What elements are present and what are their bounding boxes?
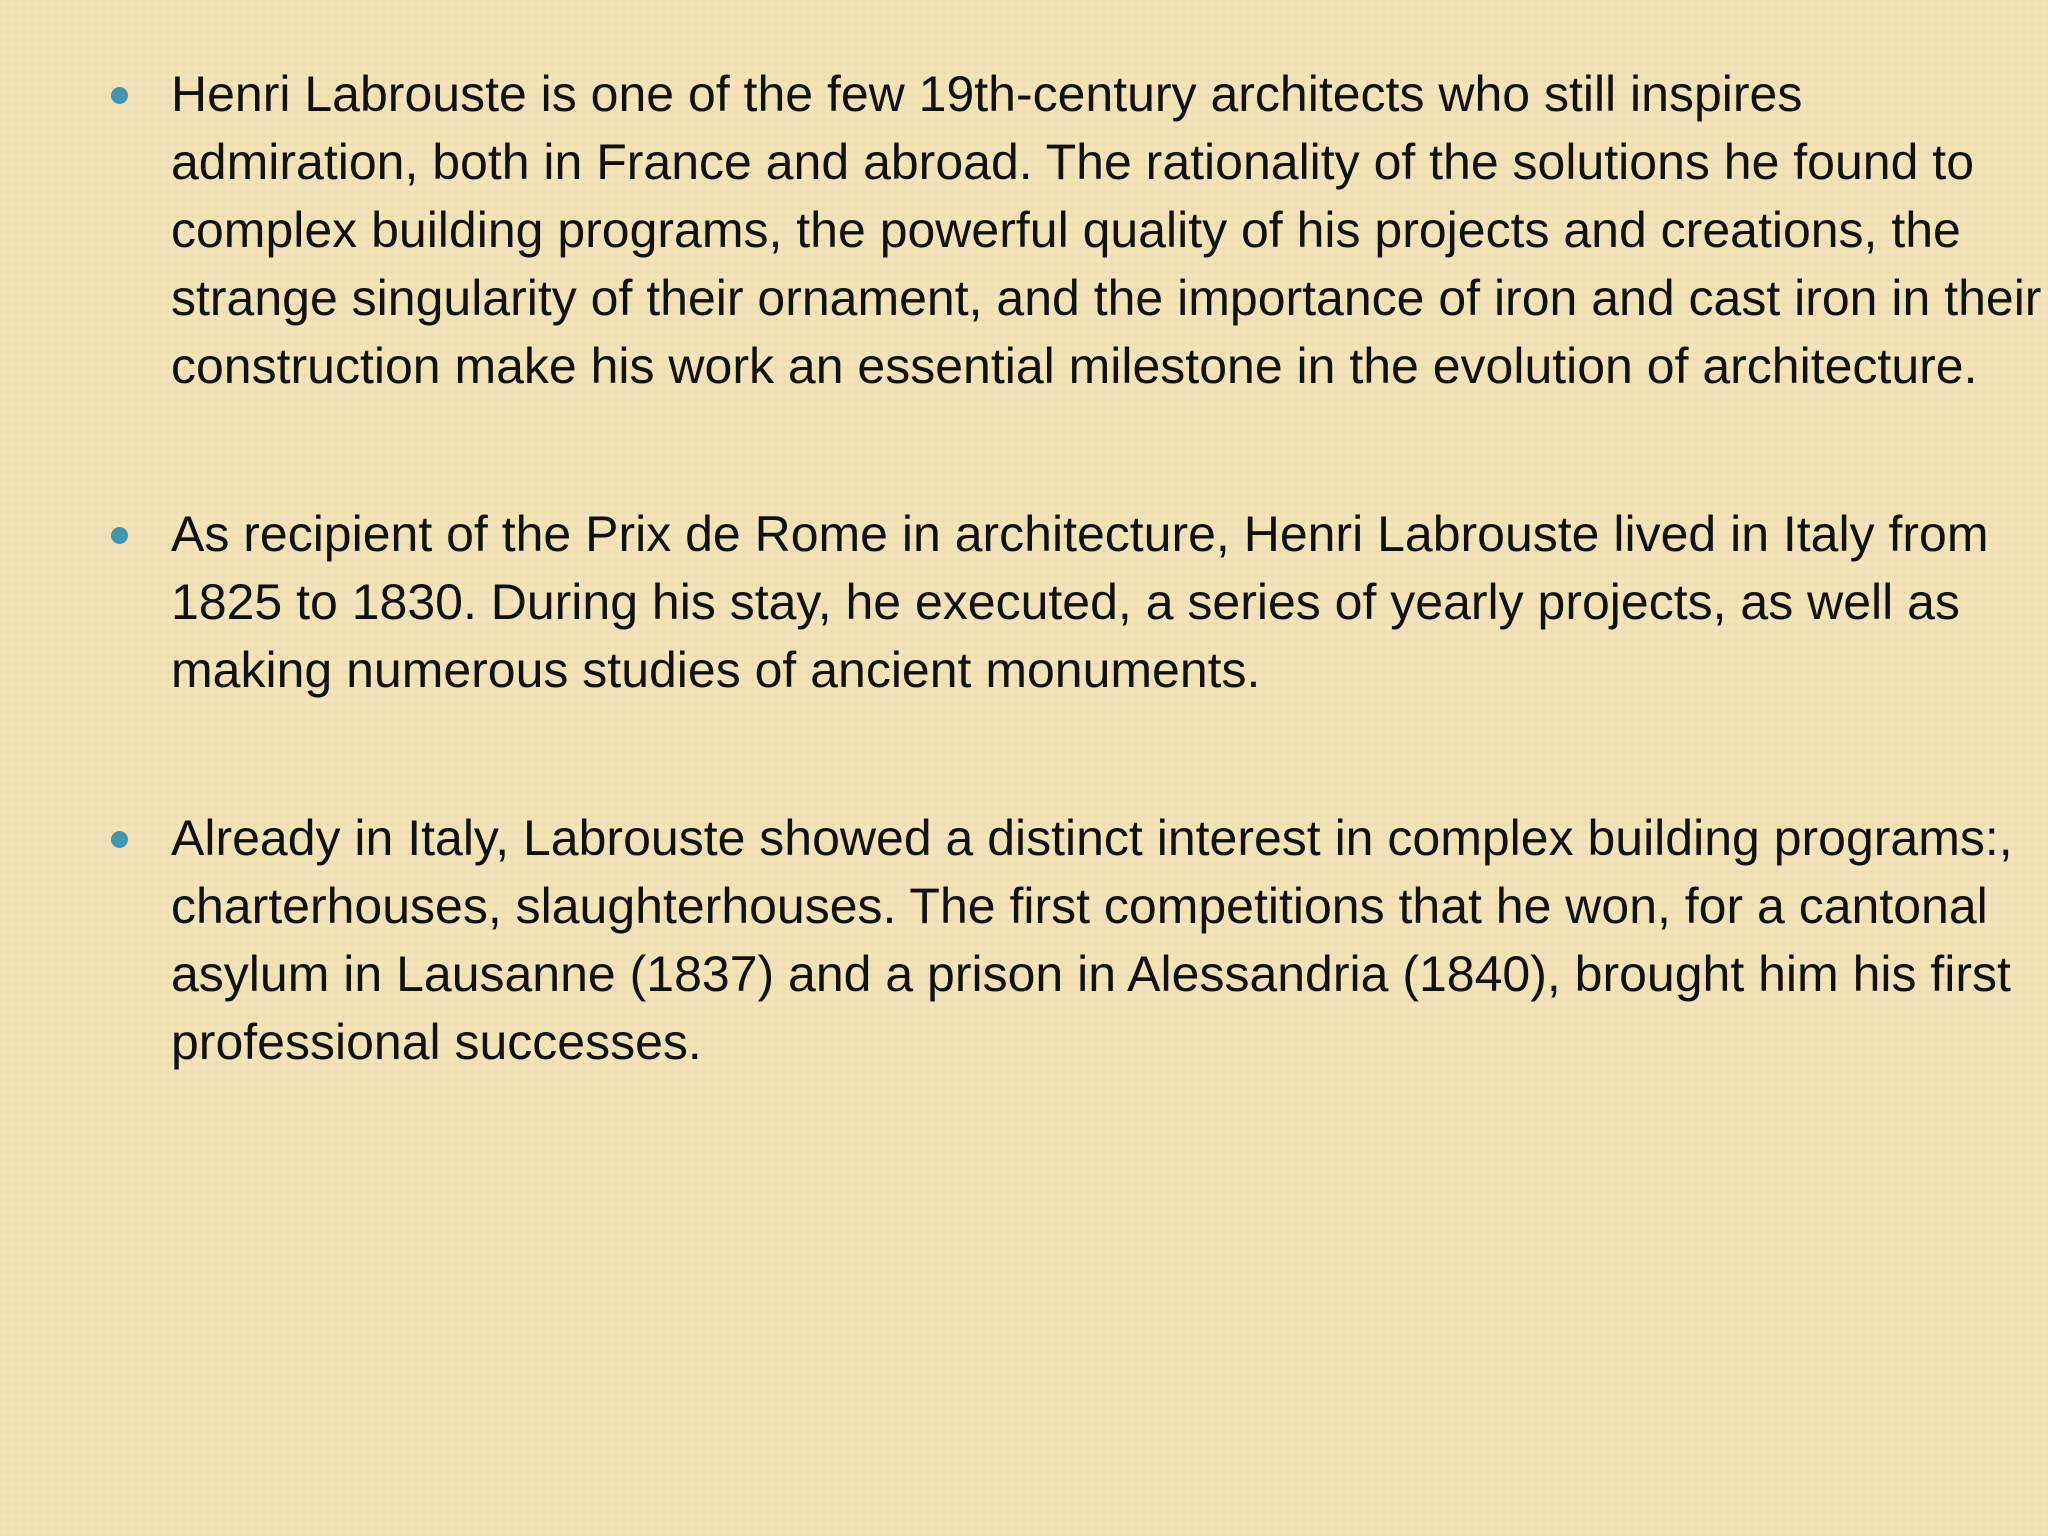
bullet-text-1: Henri Labrouste is one of the few 19th-century architects who still inspires admiration, both in France and abroad. The rationality of the solutions he found to complex building programs, the powerful quality of his projects and creations, the strange singularity of their ornament, and the importance of iron and cast iron in their construction make his work an essential milestone in the evolution of architecture.	[171, 66, 2042, 394]
bullet-text-3: Already in Italy, Labrouste showed a distinct interest in complex building programs:, charterhouses, slaughterhouses. The first competitions that he won, for a cantonal asylum in Lausanne (1837) and a prison in Alessandria (1840), brought him his first professional successes.	[171, 810, 2013, 1070]
bullet-icon	[111, 527, 128, 544]
bullet-item-2	[107, 500, 1989, 704]
bullet-text-2: As recipient of the Prix de Rome in architecture, Henri Labrouste lived in Italy from 1825 to 1830. During his stay, he executed, a series of yearly projects, as well as making numerous studies of ancient monuments.	[171, 506, 1989, 698]
bullet-icon	[111, 87, 128, 104]
bullet-item-1	[107, 60, 2042, 400]
bullet-icon	[111, 831, 128, 848]
bullet-item-3	[107, 804, 2013, 1076]
bullet-list	[107, 60, 2042, 1076]
